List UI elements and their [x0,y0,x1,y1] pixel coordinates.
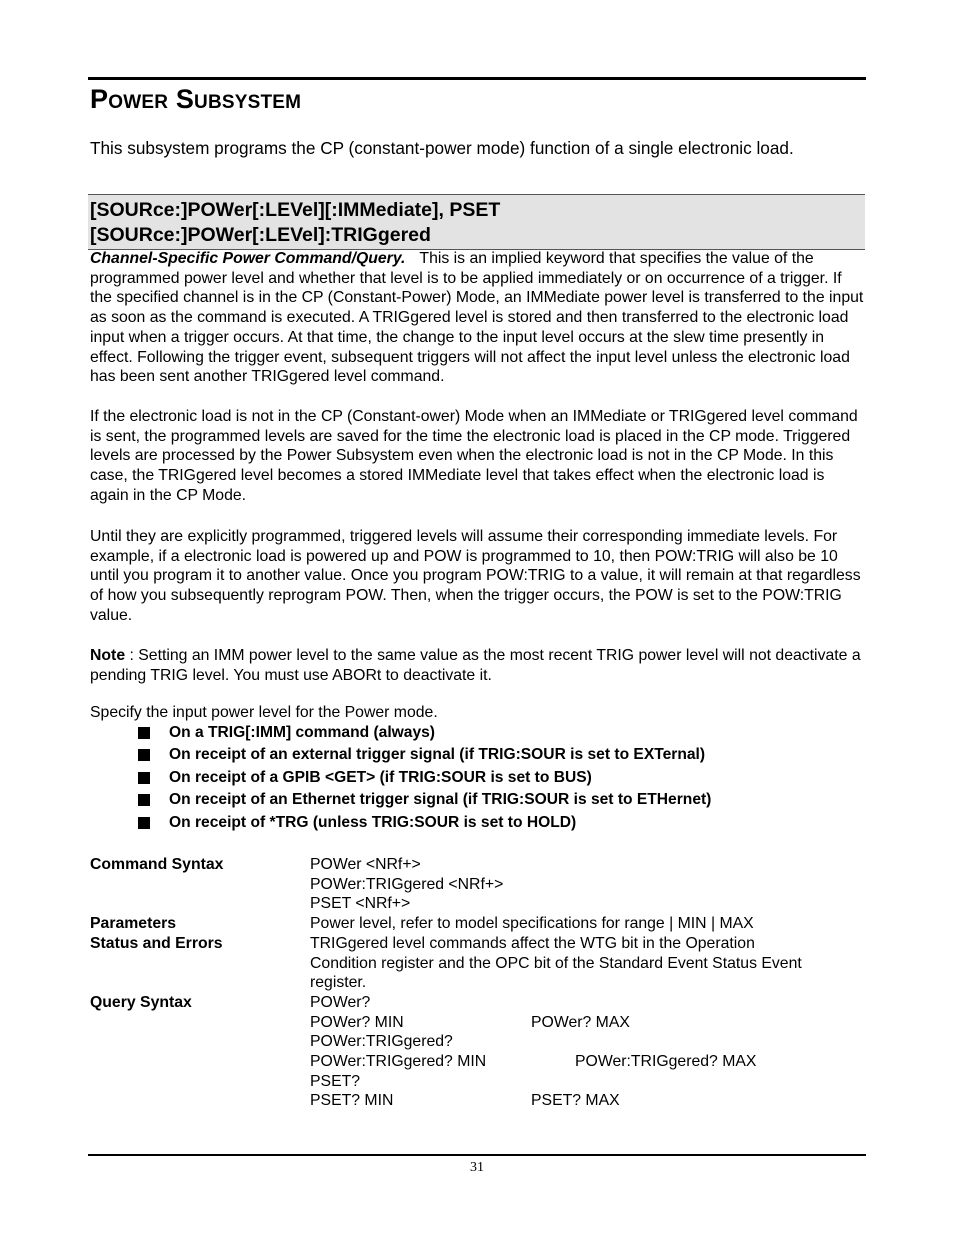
query-row [310,1052,865,1072]
spec-value: Condition register and the OPC bit of the Standard Event Status Event [310,954,802,972]
list-item [136,789,836,811]
command-header-box [88,194,865,250]
note-text: : Setting an IMM power level to the same value as the most recent TRIG power level will not deactivate a pending TRIG level. You must use ABORt to deactivate it. [90,647,861,684]
spec-values-command-syntax [310,855,865,914]
spec-table [90,855,865,1111]
bottom-rule [88,1154,866,1156]
spec-value: register. [310,974,367,992]
spec-label-parameters: Parameters [90,915,177,933]
list-item [136,812,836,834]
query-row [310,1072,865,1092]
query-item: POWer:TRIGgered? MIN [310,1052,487,1070]
spec-label-status: Status and Errors [90,934,223,952]
query-row [310,1032,865,1052]
spec-label-command-syntax: Command Syntax [90,856,224,873]
spec-value: Power level, refer to model specifications for range | MIN | MAX [310,915,754,933]
bullet-text: On receipt of a GPIB <GET> (if TRIG:SOUR is set to BUS) [169,768,592,786]
query-item: POWer? [310,993,371,1011]
square-bullet-icon [138,817,150,829]
section-title: Power Subsystem [90,84,302,114]
description-paragraph-5: Specify the input power level for the Power mode. [90,704,438,721]
spec-label-query: Query Syntax [90,993,192,1011]
query-item: PSET? MAX [531,1092,620,1110]
square-bullet-icon [138,749,150,761]
list-item [136,744,836,766]
query-row [310,1091,865,1111]
query-item: POWer:TRIGgered? [310,1033,453,1051]
spec-value: TRIGgered level commands affect the WTG bit in the Operation [310,934,755,952]
description-lead-in: Channel-Specific Power Command/Query. [90,250,406,267]
page-number: 31 [470,1160,484,1175]
query-item: PSET? MIN [310,1092,394,1110]
description-paragraph-2: If the electronic load is not in the CP (Constant-ower) Mode when an IMMediate or TRIGgered level command is sent, the programmed levels are saved for the time the electronic load is placed in the CP mode. Triggered levels are processed by the Power Subsystem even when the electronic load is not in the CP Mode. In this case, the TRIGgered level becomes a stored IMMediate level that takes effect when the electronic load is again in the CP Mode. [90,408,858,504]
square-bullet-icon [138,794,150,806]
spec-row-status [90,934,865,993]
trigger-bullet-list [136,722,836,834]
spec-values-status [310,934,865,993]
note-label: Note [90,647,126,664]
command-header-line-1: [SOURce:]POWer[:LEVel][:IMMediate], PSET [90,199,501,221]
spec-values-parameters [310,914,865,934]
query-item: PSET? [310,1072,361,1090]
query-item: POWer:TRIGgered? MAX [575,1052,757,1070]
description-text-1: This is an implied keyword that specifies the value of the programmed power level and whether that level is to be applied immediately or on occurrence of a trigger. If the specified channel is in the CP (Constant-Power) Mode, an IMMediate power level is transferred to the input as soon as the command is executed. A TRIGgered level is stored and then transferred to the electronic load input when a trigger occurs. At that time, the change to the input level occurs at the slew time presently in effect. Following the trigger event, subsequent triggers will not affect the input level unless the electronic load has been sent another TRIGgered level command. [90,250,864,386]
bullet-text: On receipt of *TRG (unless TRIG:SOUR is set to HOLD) [169,813,577,831]
description-paragraph-3: Until they are explicitly programmed, triggered levels will assume their corresponding immediate levels. For example, if a electronic load is powered up and POW is programmed to 10, then POW:TRIG will also be 10 until you program it to another value. Once you program POW:TRIG to a value, it will remain at that regardless of how you subsequently reprogram POW. Then, when the trigger occurs, the POW is set to the POW:TRIG value. [90,528,861,624]
spec-value: POWer:TRIGgered <NRf+> [310,875,504,893]
square-bullet-icon [138,772,150,784]
query-row [310,993,865,1013]
bullet-text: On a TRIG[:IMM] command (always) [169,724,435,741]
spec-row-parameters [90,914,865,934]
command-header-line-2: [SOURce:]POWer[:LEVel]:TRIGgered [90,224,431,246]
note-paragraph [90,646,864,685]
bullet-text: On receipt of an Ethernet trigger signal (if TRIG:SOUR is set to ETHernet) [169,791,712,809]
list-item [136,767,836,789]
query-item: POWer? MAX [531,1013,630,1031]
description-paragraph-1 [90,249,864,387]
list-item [136,722,836,744]
square-bullet-icon [138,727,150,739]
spec-value: PSET <NRf+> [310,895,411,913]
section-intro: This subsystem programs the CP (constant-power mode) function of a single electronic load. [90,138,794,158]
spec-values-query [310,993,865,1111]
spec-row-query [90,993,865,1111]
query-item: POWer? MIN [310,1013,404,1031]
spec-row-command-syntax [90,855,865,914]
spec-value: POWer <NRf+> [310,856,421,873]
top-rule [88,77,866,80]
bullet-text: On receipt of an external trigger signal (if TRIG:SOUR is set to EXTernal) [169,746,706,764]
query-row [310,1013,865,1033]
